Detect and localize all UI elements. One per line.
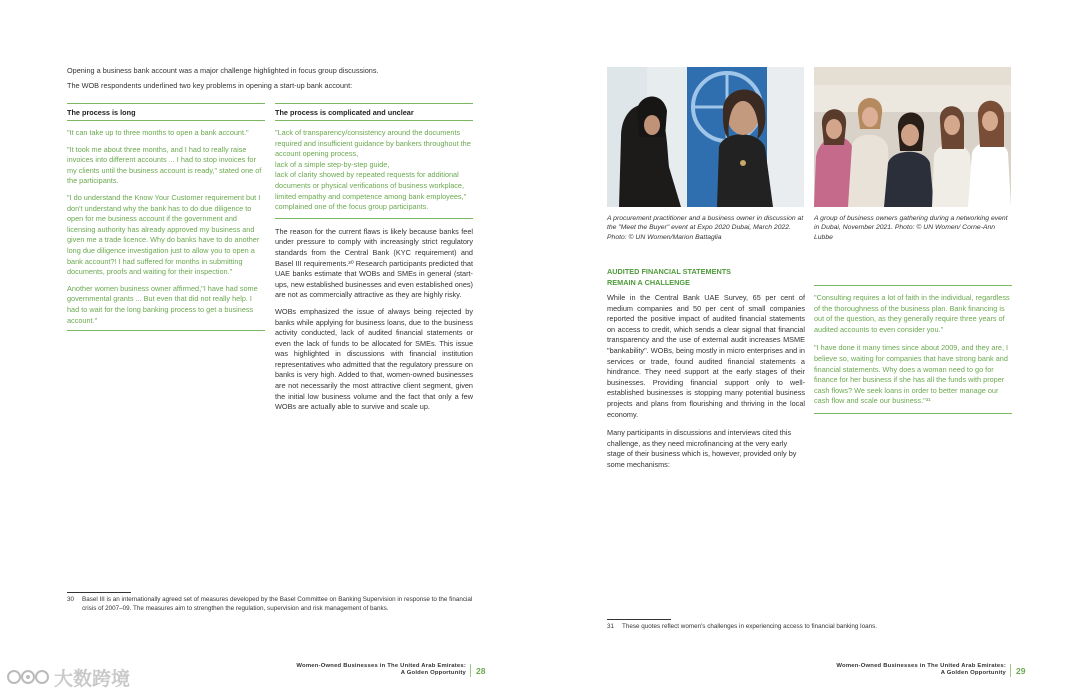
footnote-number: 30 — [67, 596, 75, 603]
section-heading — [607, 267, 807, 288]
photo-caption-2: A group of business owners gathering during a networking event in Dubai, November 2021. Photo: © UN Women/ Corne-Ann Lubbe — [814, 215, 1008, 241]
quote-line: lack of a simple step-by-step guide, — [275, 159, 390, 169]
footer-title-line: A Golden Opportunity — [940, 670, 1006, 677]
footer-title — [770, 663, 1006, 678]
footnote-separator — [607, 619, 671, 620]
quote-right-1: "Consulting requires a lot of faith in the individual, regardless of the thoroughness of the business plan. Bank financing is out of the question, as they generally require three years of audited accounts to even consider you." — [814, 293, 1010, 334]
footer-title-line: Women-Owned Businesses in The United Arab Emirates: — [836, 663, 1006, 669]
quote-box-bottom-rule — [814, 413, 1012, 414]
body-paragraph: While in the Central Bank UAE Survey, 65 per cent of medium companies and 50 per cent of small companies reported the positive impact of audited financial statements on access to credit, which sends a clear signal that financial transparency and the use of external audit increases MSME "bankability". WOBs, being mostly in micro enterprises and in services or trade, found audited financial statements a hindrance. They need support at the early stages of their businesses. Providing financial support only to well-established businesses is stopping many potential business projects and plans from flourishing and thriving in the local economy. — [607, 293, 805, 419]
footnote-separator — [67, 592, 131, 593]
page-number: 29 — [1016, 666, 1026, 676]
section-heading-line: REMAIN A CHALLENGE — [607, 277, 690, 287]
column-heading-long: The process is long — [67, 103, 265, 121]
quote-line: limited empathy and competence among bank employees," — [275, 191, 467, 201]
watermark-text: 大数跨境 — [54, 667, 131, 690]
footer-title — [230, 663, 466, 678]
footnote-text: These quotes reflect women's challenges in experiencing access to financial banking loans. — [622, 623, 877, 630]
right-body — [607, 293, 805, 477]
quote-long-4: Another women business owner affirmed,"I have had some governmental grants ... But even that did not really help. I had to wait for the long banking process to get a business account." — [67, 283, 258, 325]
intro-line-1: Opening a business bank account was a major challenge highlighted in focus group discussions. — [67, 66, 379, 75]
quote-line: complained one of the focus group participants. — [275, 202, 429, 212]
photo-meet-the-buyer — [607, 67, 804, 207]
watermark — [6, 664, 130, 690]
quote-line: "Lack of transparency/consistency around the documents required and insufficient guidance by bankers throughout the account opening process, — [275, 128, 471, 159]
footnote-number: 31 — [607, 623, 615, 630]
footer-title-line: A Golden Opportunity — [400, 670, 466, 677]
footer-title-line: Women-Owned Businesses in The United Arab Emirates: — [296, 663, 466, 669]
body-paragraph: WOBs emphasized the issue of always being rejected by banks while applying for business loans, due to the business activity conducted, lack of audited financial statements or even the lack of funds to be allocated for SMEs. This issue was highlighted in discussions with financial institution representatives who admitted that the regulatory pressure on banks is very high. Added to that, women-owned businesses are not necessarily the most attractive client segment, given the initial low business volume and the fact that only a few WOBs are actually able to survive and scale up. — [275, 306, 473, 412]
column-heading-complicated: The process is complicated and unclear — [275, 103, 473, 121]
intro-line-2: The WOB respondents underlined two key problems in opening a start-up bank account: — [67, 81, 353, 90]
body-paragraph: The reason for the current flaws is likely because banks feel under pressure to comply with increasingly strict regulatory standards from the Central Bank (KYC requirement) and Basel III requirements.³⁰ Research participants predicted that UAE banks estimate that WOBs and SMEs in general (start-ups, new established businesses and even established ones) are not as commercially attractive as they are highly risky. — [275, 226, 473, 300]
body-paragraph: Many participants in discussions and interviews cited this challenge, as they need microfinancing at the very early stage of their business which is, however, provided only by some mechanisms: — [607, 428, 797, 469]
quote-line: lack of clarity showed by repeated requests for additional documents or physical verifications of business workplace, — [275, 170, 464, 190]
column-bottom-rule — [67, 330, 265, 331]
column-process-long — [67, 103, 265, 331]
column-process-complicated — [275, 103, 473, 419]
quote-box — [814, 285, 1012, 414]
photo-networking-event — [814, 67, 1011, 207]
footnote-text: Basel III is an internationally agreed set of measures developed by the Basel Committee on Banking Supervision in response to the financial crisis of 2007–09. The measures aim to strengthen the regulation, supervision and risk management of banks. — [82, 596, 473, 612]
photo-caption-1: A procurement practitioner and a business owner in discussion at the "Meet the Buyer" event at Expo 2020 Dubai, March 2022. Photo: © UN Women/Marion Battaglia — [607, 215, 804, 241]
quote-complicated — [275, 121, 473, 218]
photo-image — [814, 67, 1011, 207]
quote-right-2: "I have done it many times since about 2009, and they are, I believe so, waiting for companies that have strong bank and financial statements. Why does a woman need to go for finance for her business if she has all the funds with proper cash flows? We seek loans in order to better manage our cash flow and scale our business."³¹ — [814, 343, 1009, 406]
section-heading-line: AUDITED FINANCIAL STATEMENTS — [607, 267, 732, 276]
watermark-logo-icon — [6, 666, 50, 688]
quote-long-1: "It can take up to three months to open a bank account." — [67, 128, 249, 137]
quote-long-2: "It took me about three months, and I had to really raise invoices into different accounts ... I had to stop invoices for my clients until the business account is ready," stated one of the participants. — [67, 144, 262, 186]
footer-divider — [1010, 664, 1011, 677]
page-number: 28 — [476, 666, 486, 676]
footer-divider — [470, 664, 471, 677]
photo-image — [607, 67, 804, 207]
quote-long-3: "I do understand the Know Your Customer requirement but I don't understand why the bank has to do due diligence to open for me business account if the government and licensing authority has already approved my business and given me a trade licence. Why do banks have to do another long due diligence investigation just to allow you to open a bank account?! I had suffered for months in submitting documents, proofs and waiting for their inspection." — [67, 192, 261, 277]
